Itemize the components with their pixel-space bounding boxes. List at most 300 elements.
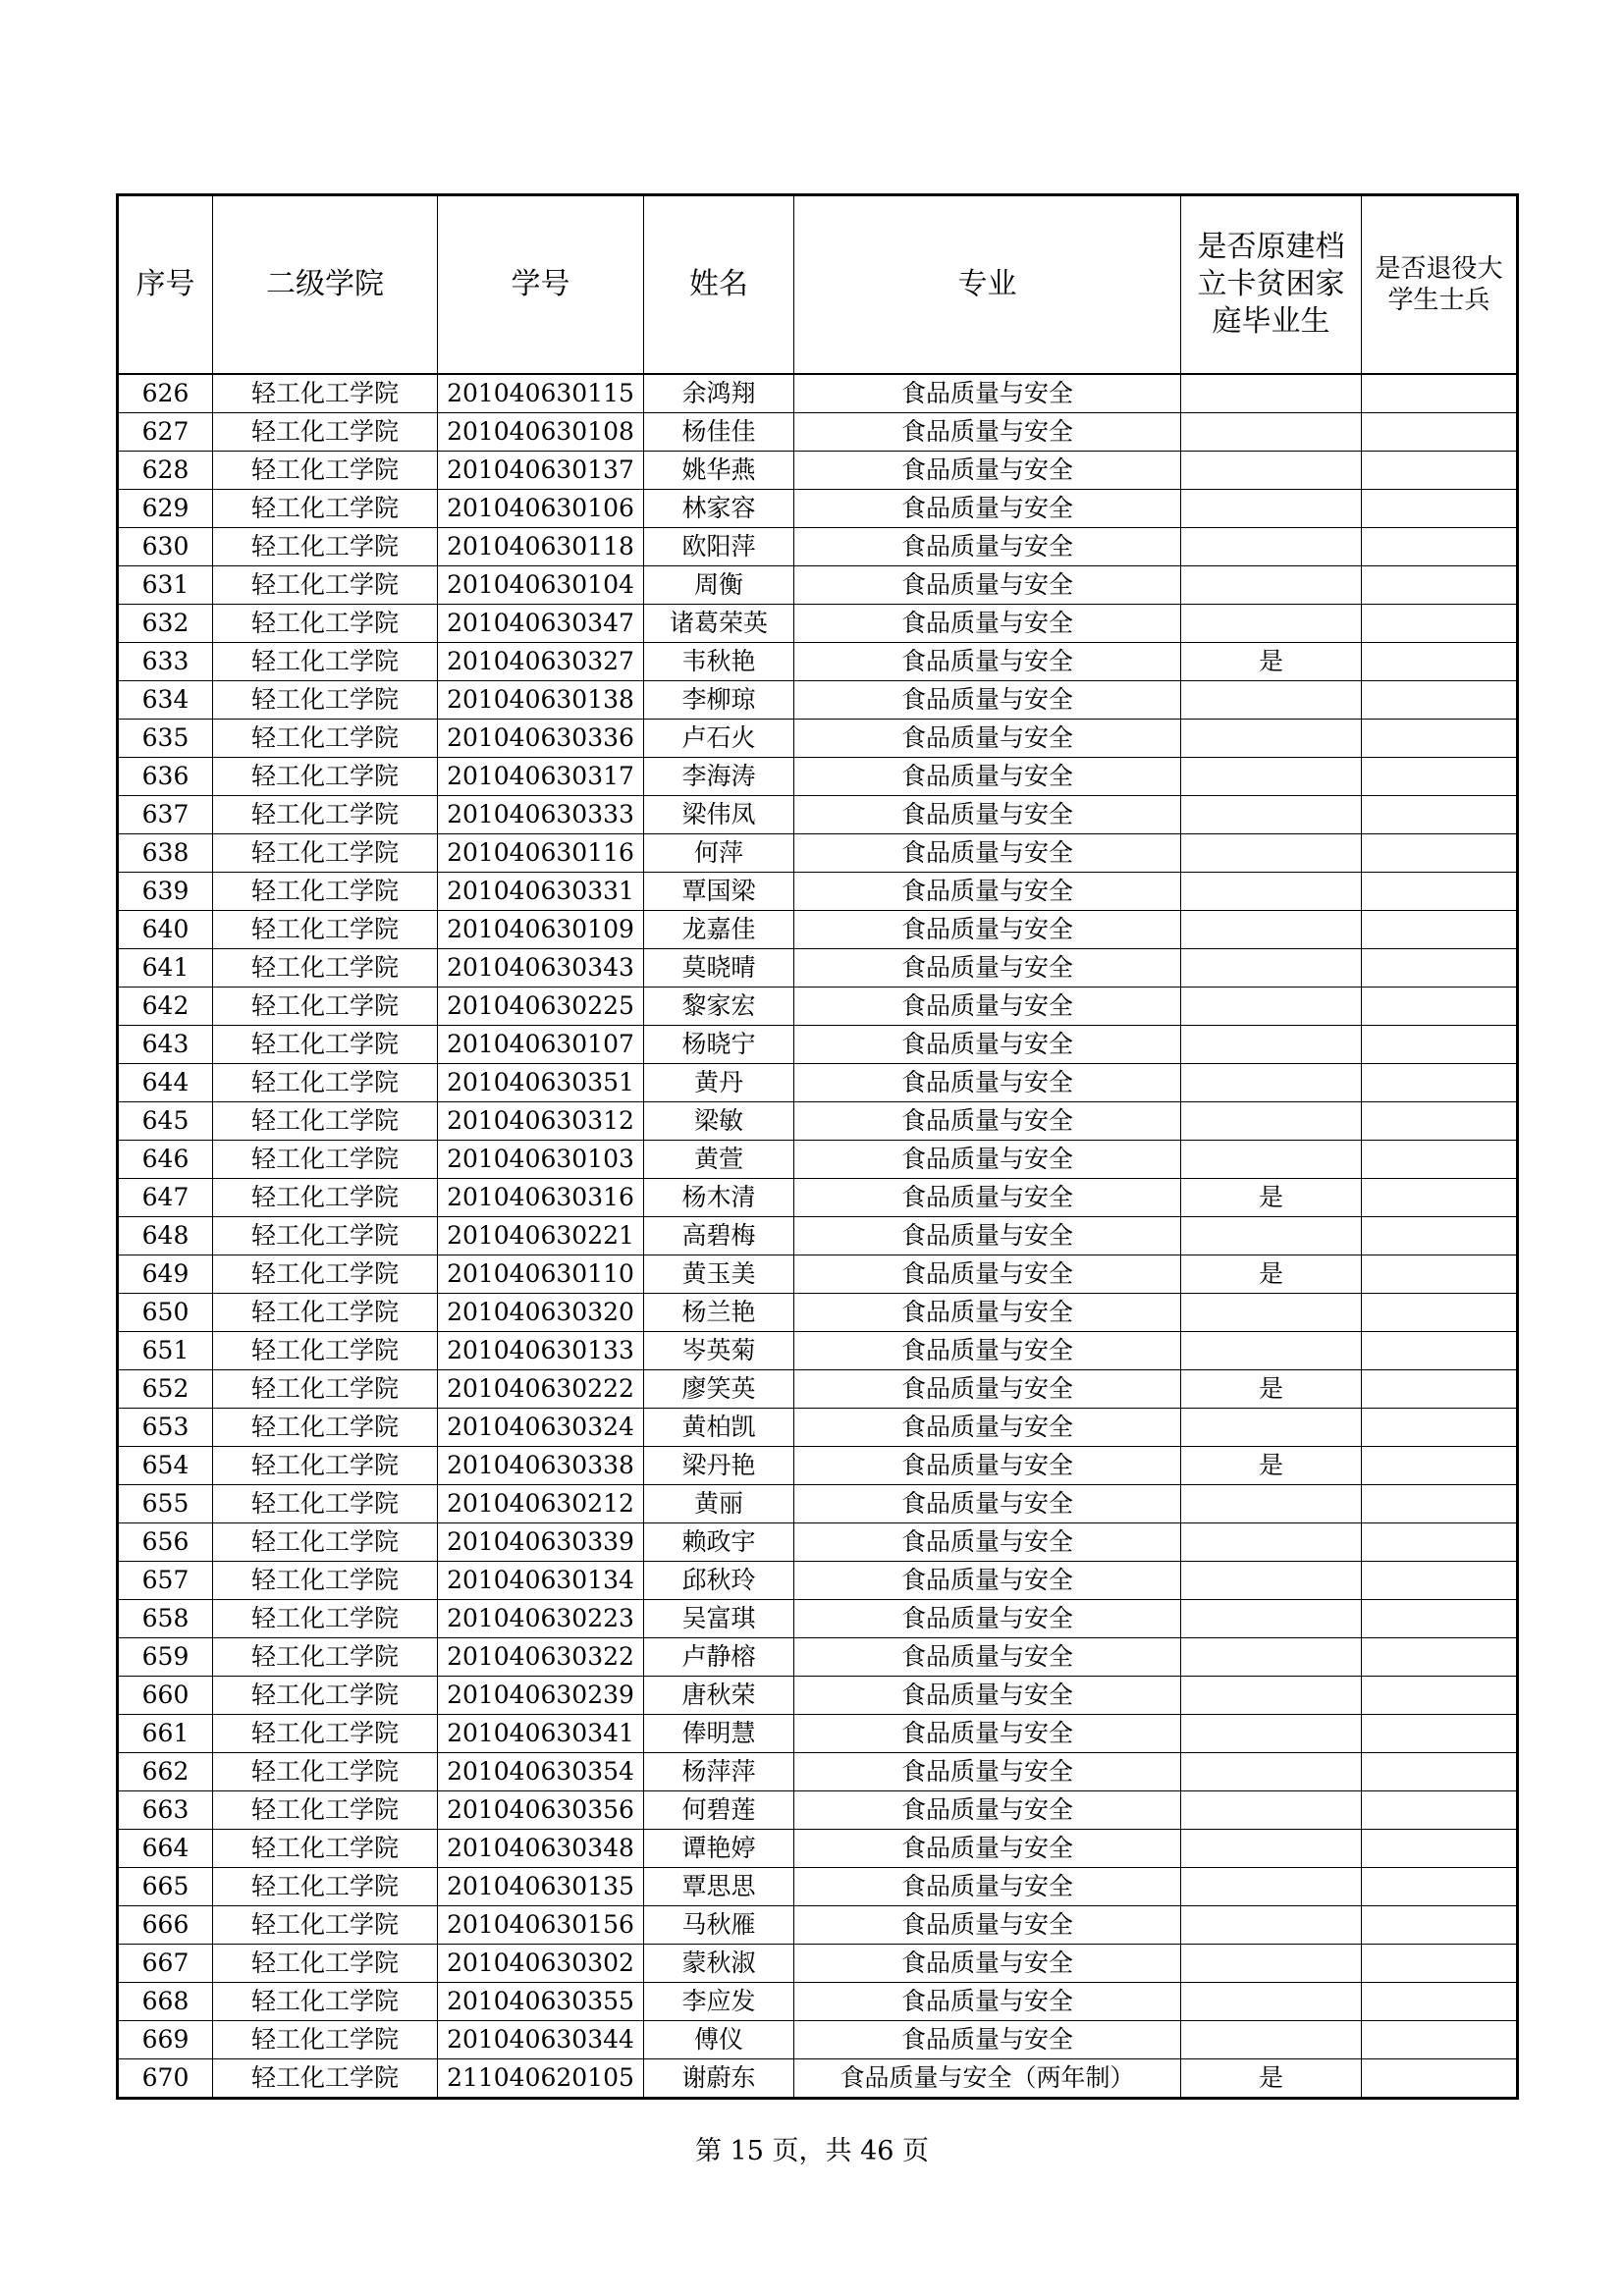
cell-index: 634 bbox=[118, 681, 213, 720]
header-student-id: 学号 bbox=[438, 195, 644, 375]
header-veteran: 是否退役大学生士兵 bbox=[1362, 195, 1518, 375]
cell-name: 李柳琼 bbox=[644, 681, 794, 720]
cell-student-id: 211040620105 bbox=[438, 2059, 644, 2099]
cell-college: 轻工化工学院 bbox=[213, 681, 438, 720]
cell-name: 吴富琪 bbox=[644, 1600, 794, 1638]
cell-major: 食品质量与安全 bbox=[794, 643, 1181, 681]
cell-student-id: 201040630336 bbox=[438, 720, 644, 758]
cell-student-id: 201040630331 bbox=[438, 873, 644, 911]
cell-index: 657 bbox=[118, 1562, 213, 1600]
table-row bbox=[118, 758, 1518, 796]
cell-name: 欧阳萍 bbox=[644, 528, 794, 566]
cell-student-id: 201040630322 bbox=[438, 1638, 644, 1677]
cell-veteran bbox=[1362, 1945, 1518, 1983]
cell-college: 轻工化工学院 bbox=[213, 413, 438, 452]
cell-index: 668 bbox=[118, 1983, 213, 2021]
cell-college: 轻工化工学院 bbox=[213, 1064, 438, 1102]
cell-veteran bbox=[1362, 873, 1518, 911]
cell-poverty-family bbox=[1181, 1102, 1362, 1141]
cell-college: 轻工化工学院 bbox=[213, 1945, 438, 1983]
table-row bbox=[118, 1294, 1518, 1332]
cell-poverty-family bbox=[1181, 1983, 1362, 2021]
cell-college: 轻工化工学院 bbox=[213, 643, 438, 681]
cell-major: 食品质量与安全 bbox=[794, 605, 1181, 643]
cell-poverty-family bbox=[1181, 758, 1362, 796]
cell-veteran bbox=[1362, 1217, 1518, 1255]
cell-college: 轻工化工学院 bbox=[213, 834, 438, 873]
cell-poverty-family: 是 bbox=[1181, 2059, 1362, 2099]
cell-college: 轻工化工学院 bbox=[213, 452, 438, 490]
table-row bbox=[118, 1447, 1518, 1485]
cell-college: 轻工化工学院 bbox=[213, 1791, 438, 1830]
cell-student-id: 201040630320 bbox=[438, 1294, 644, 1332]
cell-student-id: 201040630156 bbox=[438, 1906, 644, 1945]
cell-name: 黄萱 bbox=[644, 1141, 794, 1179]
cell-major: 食品质量与安全 bbox=[794, 681, 1181, 720]
cell-poverty-family: 是 bbox=[1181, 643, 1362, 681]
cell-college: 轻工化工学院 bbox=[213, 1485, 438, 1523]
cell-veteran bbox=[1362, 834, 1518, 873]
cell-index: 669 bbox=[118, 2021, 213, 2059]
cell-major: 食品质量与安全 bbox=[794, 528, 1181, 566]
cell-poverty-family bbox=[1181, 605, 1362, 643]
cell-poverty-family: 是 bbox=[1181, 1447, 1362, 1485]
cell-veteran bbox=[1362, 1370, 1518, 1409]
table-row bbox=[118, 1868, 1518, 1906]
cell-veteran bbox=[1362, 566, 1518, 605]
cell-index: 636 bbox=[118, 758, 213, 796]
table-body bbox=[118, 374, 1518, 2099]
cell-major: 食品质量与安全 bbox=[794, 834, 1181, 873]
cell-college: 轻工化工学院 bbox=[213, 1294, 438, 1332]
table-row bbox=[118, 1255, 1518, 1294]
cell-college: 轻工化工学院 bbox=[213, 1370, 438, 1409]
cell-poverty-family: 是 bbox=[1181, 1255, 1362, 1294]
table-row bbox=[118, 490, 1518, 528]
cell-college: 轻工化工学院 bbox=[213, 528, 438, 566]
table-row bbox=[118, 911, 1518, 949]
cell-veteran bbox=[1362, 605, 1518, 643]
cell-student-id: 201040630108 bbox=[438, 413, 644, 452]
cell-veteran bbox=[1362, 1409, 1518, 1447]
cell-veteran bbox=[1362, 758, 1518, 796]
cell-college: 轻工化工学院 bbox=[213, 949, 438, 988]
cell-student-id: 201040630356 bbox=[438, 1791, 644, 1830]
cell-major: 食品质量与安全 bbox=[794, 1562, 1181, 1600]
cell-poverty-family bbox=[1181, 949, 1362, 988]
header-college: 二级学院 bbox=[213, 195, 438, 375]
cell-index: 642 bbox=[118, 988, 213, 1026]
cell-poverty-family bbox=[1181, 1294, 1362, 1332]
cell-name: 黄丽 bbox=[644, 1485, 794, 1523]
cell-index: 645 bbox=[118, 1102, 213, 1141]
cell-index: 637 bbox=[118, 796, 213, 834]
cell-major: 食品质量与安全 bbox=[794, 1523, 1181, 1562]
table-row bbox=[118, 1830, 1518, 1868]
table-row bbox=[118, 681, 1518, 720]
cell-poverty-family bbox=[1181, 1868, 1362, 1906]
cell-college: 轻工化工学院 bbox=[213, 1906, 438, 1945]
cell-veteran bbox=[1362, 1562, 1518, 1600]
table-row bbox=[118, 2059, 1518, 2099]
cell-index: 655 bbox=[118, 1485, 213, 1523]
cell-index: 654 bbox=[118, 1447, 213, 1485]
cell-major: 食品质量与安全 bbox=[794, 873, 1181, 911]
cell-index: 667 bbox=[118, 1945, 213, 1983]
cell-veteran bbox=[1362, 1294, 1518, 1332]
cell-name: 莫晓晴 bbox=[644, 949, 794, 988]
table-header-row bbox=[118, 195, 1518, 375]
cell-student-id: 201040630348 bbox=[438, 1830, 644, 1868]
cell-name: 梁伟凤 bbox=[644, 796, 794, 834]
table-row bbox=[118, 1409, 1518, 1447]
cell-veteran bbox=[1362, 528, 1518, 566]
cell-major: 食品质量与安全 bbox=[794, 374, 1181, 413]
cell-poverty-family bbox=[1181, 911, 1362, 949]
cell-poverty-family bbox=[1181, 1638, 1362, 1677]
cell-student-id: 201040630343 bbox=[438, 949, 644, 988]
cell-student-id: 201040630222 bbox=[438, 1370, 644, 1409]
cell-veteran bbox=[1362, 374, 1518, 413]
cell-poverty-family bbox=[1181, 1409, 1362, 1447]
cell-poverty-family bbox=[1181, 988, 1362, 1026]
cell-index: 630 bbox=[118, 528, 213, 566]
cell-college: 轻工化工学院 bbox=[213, 1600, 438, 1638]
cell-index: 647 bbox=[118, 1179, 213, 1217]
cell-poverty-family: 是 bbox=[1181, 1179, 1362, 1217]
table-row bbox=[118, 1217, 1518, 1255]
cell-major: 食品质量与安全 bbox=[794, 566, 1181, 605]
cell-name: 黄柏凯 bbox=[644, 1409, 794, 1447]
cell-major: 食品质量与安全 bbox=[794, 1370, 1181, 1409]
cell-index: 643 bbox=[118, 1026, 213, 1064]
cell-index: 632 bbox=[118, 605, 213, 643]
table-row bbox=[118, 528, 1518, 566]
header-major: 专业 bbox=[794, 195, 1181, 375]
cell-poverty-family bbox=[1181, 1332, 1362, 1370]
cell-student-id: 201040630104 bbox=[438, 566, 644, 605]
table-row bbox=[118, 1906, 1518, 1945]
cell-student-id: 201040630221 bbox=[438, 1217, 644, 1255]
header-name: 姓名 bbox=[644, 195, 794, 375]
cell-index: 663 bbox=[118, 1791, 213, 1830]
table-row bbox=[118, 1370, 1518, 1409]
cell-name: 姚华燕 bbox=[644, 452, 794, 490]
cell-student-id: 201040630225 bbox=[438, 988, 644, 1026]
cell-index: 658 bbox=[118, 1600, 213, 1638]
cell-college: 轻工化工学院 bbox=[213, 1332, 438, 1370]
cell-major: 食品质量与安全 bbox=[794, 1179, 1181, 1217]
table-row bbox=[118, 1983, 1518, 2021]
cell-student-id: 201040630103 bbox=[438, 1141, 644, 1179]
cell-student-id: 201040630324 bbox=[438, 1409, 644, 1447]
cell-name: 黄丹 bbox=[644, 1064, 794, 1102]
cell-student-id: 201040630351 bbox=[438, 1064, 644, 1102]
header-index: 序号 bbox=[118, 195, 213, 375]
cell-college: 轻工化工学院 bbox=[213, 1409, 438, 1447]
cell-name: 马秋雁 bbox=[644, 1906, 794, 1945]
cell-poverty-family bbox=[1181, 528, 1362, 566]
cell-major: 食品质量与安全 bbox=[794, 413, 1181, 452]
cell-poverty-family bbox=[1181, 452, 1362, 490]
table-row bbox=[118, 1791, 1518, 1830]
table-row bbox=[118, 1753, 1518, 1791]
cell-veteran bbox=[1362, 1447, 1518, 1485]
cell-college: 轻工化工学院 bbox=[213, 796, 438, 834]
table-row bbox=[118, 2021, 1518, 2059]
cell-poverty-family bbox=[1181, 2021, 1362, 2059]
cell-veteran bbox=[1362, 1715, 1518, 1753]
cell-index: 627 bbox=[118, 413, 213, 452]
table-row bbox=[118, 566, 1518, 605]
cell-name: 龙嘉佳 bbox=[644, 911, 794, 949]
cell-index: 639 bbox=[118, 873, 213, 911]
cell-name: 杨兰艳 bbox=[644, 1294, 794, 1332]
cell-veteran bbox=[1362, 1600, 1518, 1638]
cell-name: 诸葛荣英 bbox=[644, 605, 794, 643]
cell-major: 食品质量与安全 bbox=[794, 1677, 1181, 1715]
cell-major: 食品质量与安全 bbox=[794, 1026, 1181, 1064]
cell-poverty-family bbox=[1181, 1026, 1362, 1064]
cell-college: 轻工化工学院 bbox=[213, 2059, 438, 2099]
table-row bbox=[118, 796, 1518, 834]
cell-veteran bbox=[1362, 1868, 1518, 1906]
cell-major: 食品质量与安全 bbox=[794, 1102, 1181, 1141]
cell-name: 唐秋荣 bbox=[644, 1677, 794, 1715]
cell-index: 628 bbox=[118, 452, 213, 490]
cell-poverty-family bbox=[1181, 1064, 1362, 1102]
cell-veteran bbox=[1362, 1102, 1518, 1141]
cell-poverty-family bbox=[1181, 1217, 1362, 1255]
cell-college: 轻工化工学院 bbox=[213, 1026, 438, 1064]
cell-poverty-family bbox=[1181, 413, 1362, 452]
cell-name: 赖政宇 bbox=[644, 1523, 794, 1562]
cell-major: 食品质量与安全 bbox=[794, 911, 1181, 949]
cell-index: 666 bbox=[118, 1906, 213, 1945]
cell-college: 轻工化工学院 bbox=[213, 1255, 438, 1294]
cell-major: 食品质量与安全 bbox=[794, 490, 1181, 528]
cell-name: 林家容 bbox=[644, 490, 794, 528]
cell-veteran bbox=[1362, 1906, 1518, 1945]
cell-student-id: 201040630354 bbox=[438, 1753, 644, 1791]
cell-index: 652 bbox=[118, 1370, 213, 1409]
cell-index: 651 bbox=[118, 1332, 213, 1370]
cell-index: 649 bbox=[118, 1255, 213, 1294]
cell-name: 谢蔚东 bbox=[644, 2059, 794, 2099]
cell-major: 食品质量与安全 bbox=[794, 1945, 1181, 1983]
cell-index: 638 bbox=[118, 834, 213, 873]
cell-name: 覃国梁 bbox=[644, 873, 794, 911]
cell-college: 轻工化工学院 bbox=[213, 1983, 438, 2021]
cell-student-id: 201040630223 bbox=[438, 1600, 644, 1638]
cell-college: 轻工化工学院 bbox=[213, 1523, 438, 1562]
cell-college: 轻工化工学院 bbox=[213, 566, 438, 605]
cell-poverty-family bbox=[1181, 1945, 1362, 1983]
cell-student-id: 201040630355 bbox=[438, 1983, 644, 2021]
cell-college: 轻工化工学院 bbox=[213, 1677, 438, 1715]
cell-index: 644 bbox=[118, 1064, 213, 1102]
cell-poverty-family bbox=[1181, 1753, 1362, 1791]
cell-poverty-family bbox=[1181, 1485, 1362, 1523]
cell-name: 杨佳佳 bbox=[644, 413, 794, 452]
cell-name: 黎家宏 bbox=[644, 988, 794, 1026]
table-row bbox=[118, 1600, 1518, 1638]
cell-poverty-family bbox=[1181, 566, 1362, 605]
cell-index: 635 bbox=[118, 720, 213, 758]
cell-veteran bbox=[1362, 1523, 1518, 1562]
cell-name: 李海涛 bbox=[644, 758, 794, 796]
cell-major: 食品质量与安全 bbox=[794, 452, 1181, 490]
cell-name: 李应发 bbox=[644, 1983, 794, 2021]
cell-student-id: 201040630118 bbox=[438, 528, 644, 566]
cell-index: 626 bbox=[118, 374, 213, 413]
table-row bbox=[118, 1026, 1518, 1064]
cell-name: 卢静榕 bbox=[644, 1638, 794, 1677]
cell-index: 664 bbox=[118, 1830, 213, 1868]
cell-veteran bbox=[1362, 949, 1518, 988]
cell-poverty-family: 是 bbox=[1181, 1370, 1362, 1409]
table-row bbox=[118, 1332, 1518, 1370]
cell-poverty-family bbox=[1181, 1715, 1362, 1753]
cell-student-id: 201040630239 bbox=[438, 1677, 644, 1715]
cell-name: 黄玉美 bbox=[644, 1255, 794, 1294]
cell-major: 食品质量与安全 bbox=[794, 1830, 1181, 1868]
cell-poverty-family bbox=[1181, 1600, 1362, 1638]
cell-poverty-family bbox=[1181, 1141, 1362, 1179]
cell-major: 食品质量与安全 bbox=[794, 1638, 1181, 1677]
cell-major: 食品质量与安全 bbox=[794, 1217, 1181, 1255]
cell-poverty-family bbox=[1181, 720, 1362, 758]
table-row bbox=[118, 1485, 1518, 1523]
cell-major: 食品质量与安全 bbox=[794, 1409, 1181, 1447]
cell-major: 食品质量与安全 bbox=[794, 1294, 1181, 1332]
cell-name: 杨萍萍 bbox=[644, 1753, 794, 1791]
cell-college: 轻工化工学院 bbox=[213, 605, 438, 643]
cell-major: 食品质量与安全 bbox=[794, 1485, 1181, 1523]
cell-student-id: 201040630137 bbox=[438, 452, 644, 490]
table-row bbox=[118, 834, 1518, 873]
cell-name: 卢石火 bbox=[644, 720, 794, 758]
table-row bbox=[118, 1562, 1518, 1600]
cell-student-id: 201040630339 bbox=[438, 1523, 644, 1562]
cell-college: 轻工化工学院 bbox=[213, 1447, 438, 1485]
cell-major: 食品质量与安全 bbox=[794, 1791, 1181, 1830]
cell-name: 岑英菊 bbox=[644, 1332, 794, 1370]
table-row bbox=[118, 1715, 1518, 1753]
cell-name: 梁丹艳 bbox=[644, 1447, 794, 1485]
cell-college: 轻工化工学院 bbox=[213, 2021, 438, 2059]
cell-student-id: 201040630338 bbox=[438, 1447, 644, 1485]
cell-veteran bbox=[1362, 1026, 1518, 1064]
cell-poverty-family bbox=[1181, 1562, 1362, 1600]
cell-name: 杨晓宁 bbox=[644, 1026, 794, 1064]
cell-poverty-family bbox=[1181, 1830, 1362, 1868]
cell-student-id: 201040630116 bbox=[438, 834, 644, 873]
cell-college: 轻工化工学院 bbox=[213, 1638, 438, 1677]
cell-student-id: 201040630316 bbox=[438, 1179, 644, 1217]
cell-student-id: 201040630341 bbox=[438, 1715, 644, 1753]
table-row bbox=[118, 1945, 1518, 1983]
cell-poverty-family bbox=[1181, 1906, 1362, 1945]
cell-name: 蒙秋淑 bbox=[644, 1945, 794, 1983]
cell-major: 食品质量与安全 bbox=[794, 796, 1181, 834]
cell-major: 食品质量与安全 bbox=[794, 2021, 1181, 2059]
cell-college: 轻工化工学院 bbox=[213, 374, 438, 413]
cell-student-id: 201040630115 bbox=[438, 374, 644, 413]
cell-college: 轻工化工学院 bbox=[213, 1830, 438, 1868]
cell-name: 俸明慧 bbox=[644, 1715, 794, 1753]
cell-student-id: 201040630134 bbox=[438, 1562, 644, 1600]
cell-name: 周衡 bbox=[644, 566, 794, 605]
cell-major: 食品质量与安全 bbox=[794, 1255, 1181, 1294]
cell-college: 轻工化工学院 bbox=[213, 988, 438, 1026]
cell-veteran bbox=[1362, 911, 1518, 949]
cell-name: 何萍 bbox=[644, 834, 794, 873]
cell-student-id: 201040630344 bbox=[438, 2021, 644, 2059]
cell-index: 670 bbox=[118, 2059, 213, 2099]
cell-college: 轻工化工学院 bbox=[213, 1102, 438, 1141]
cell-name: 韦秋艳 bbox=[644, 643, 794, 681]
cell-veteran bbox=[1362, 413, 1518, 452]
cell-veteran bbox=[1362, 1141, 1518, 1179]
cell-index: 653 bbox=[118, 1409, 213, 1447]
cell-major: 食品质量与安全（两年制） bbox=[794, 2059, 1181, 2099]
cell-veteran bbox=[1362, 720, 1518, 758]
header-poverty-family: 是否原建档立卡贫困家庭毕业生 bbox=[1181, 195, 1362, 375]
cell-poverty-family bbox=[1181, 490, 1362, 528]
cell-major: 食品质量与安全 bbox=[794, 1906, 1181, 1945]
cell-college: 轻工化工学院 bbox=[213, 758, 438, 796]
table-row bbox=[118, 413, 1518, 452]
cell-veteran bbox=[1362, 1064, 1518, 1102]
table-row bbox=[118, 452, 1518, 490]
cell-college: 轻工化工学院 bbox=[213, 1179, 438, 1217]
table-row bbox=[118, 988, 1518, 1026]
cell-student-id: 201040630302 bbox=[438, 1945, 644, 1983]
table-row bbox=[118, 1064, 1518, 1102]
cell-student-id: 201040630110 bbox=[438, 1255, 644, 1294]
cell-veteran bbox=[1362, 1179, 1518, 1217]
cell-index: 633 bbox=[118, 643, 213, 681]
cell-major: 食品质量与安全 bbox=[794, 949, 1181, 988]
cell-veteran bbox=[1362, 490, 1518, 528]
cell-veteran bbox=[1362, 1638, 1518, 1677]
cell-major: 食品质量与安全 bbox=[794, 720, 1181, 758]
cell-veteran bbox=[1362, 1332, 1518, 1370]
cell-index: 650 bbox=[118, 1294, 213, 1332]
table-row bbox=[118, 949, 1518, 988]
cell-student-id: 201040630312 bbox=[438, 1102, 644, 1141]
table-row bbox=[118, 1523, 1518, 1562]
cell-index: 629 bbox=[118, 490, 213, 528]
cell-name: 谭艳婷 bbox=[644, 1830, 794, 1868]
cell-poverty-family bbox=[1181, 1523, 1362, 1562]
page-footer: 第 15 页，共 46 页 bbox=[694, 2136, 930, 2166]
cell-name: 何碧莲 bbox=[644, 1791, 794, 1830]
cell-index: 659 bbox=[118, 1638, 213, 1677]
cell-major: 食品质量与安全 bbox=[794, 1141, 1181, 1179]
cell-index: 646 bbox=[118, 1141, 213, 1179]
cell-veteran bbox=[1362, 1677, 1518, 1715]
cell-college: 轻工化工学院 bbox=[213, 1562, 438, 1600]
cell-major: 食品质量与安全 bbox=[794, 758, 1181, 796]
cell-college: 轻工化工学院 bbox=[213, 873, 438, 911]
cell-college: 轻工化工学院 bbox=[213, 1753, 438, 1791]
cell-name: 邱秋玲 bbox=[644, 1562, 794, 1600]
cell-name: 余鸿翔 bbox=[644, 374, 794, 413]
cell-veteran bbox=[1362, 2021, 1518, 2059]
cell-student-id: 201040630333 bbox=[438, 796, 644, 834]
